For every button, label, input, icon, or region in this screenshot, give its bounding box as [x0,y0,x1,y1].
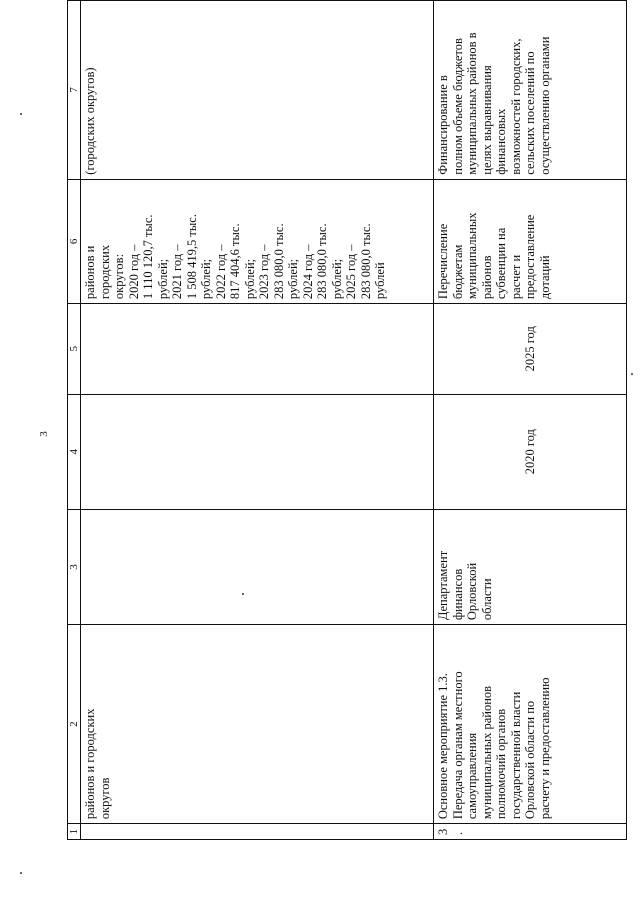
header-col-7: 7 [68,1,81,180]
row-number-cell: 3. [434,824,627,840]
header-col-2: 2 [68,625,81,824]
scan-speck [20,113,22,115]
measure-name-cell: Основное мероприятие 1.3. Передача органам местного самоуправления муниципальных районов полномочий органов государственной власти Орловской области по расчету и предоставлению [434,625,627,824]
consequence-cell: Финансирование в полном объеме бюджетов муниципальных районов в целях выравнивания финансовых возможностей городских, сельских поселений по осуществлению органами [434,1,627,180]
scan-speck [631,373,633,375]
scan-speck [20,872,22,874]
expected-result-cell: районов и городских округов: 2020 год – 1 110 120,7 тыс. рублей; 2021 год – 1 508 419,5 тыс. рублей; 2022 год – 817 404,6 тыс. рублей; 2023 год – 283 080,0 тыс. рублей; 2024 год – 283 080,0 тыс. рублей; 2025 год – 283 080,0 тыс. рублей [81,179,434,303]
rotated-page-container [67,0,622,840]
measure-name-cell: районов и городских округов [81,625,434,824]
start-year-cell [81,394,434,509]
row-number-cell [81,824,434,840]
executor-cell [81,509,434,624]
header-col-5: 5 [68,304,81,394]
start-year-cell: 2020 год [434,394,627,509]
page-number: 3 [38,431,50,437]
table-row [434,1,627,840]
end-year-cell: 2025 год [434,304,627,394]
expected-result-cell: Перечисление бюджетам муниципальных районов субвенции на расчет и предоставление дотаций [434,179,627,303]
consequence-cell: (городских округов) [81,1,434,180]
end-year-cell [81,304,434,394]
landscape-table-area [67,0,622,840]
measures-table [67,0,627,840]
header-col-3: 3 [68,509,81,624]
header-col-4: 4 [68,394,81,509]
executor-cell: Департамент финансов Орловской области [434,509,627,624]
table-row [81,1,434,840]
header-col-1: 1 [68,824,81,840]
header-row [68,1,81,840]
header-col-6: 6 [68,179,81,303]
